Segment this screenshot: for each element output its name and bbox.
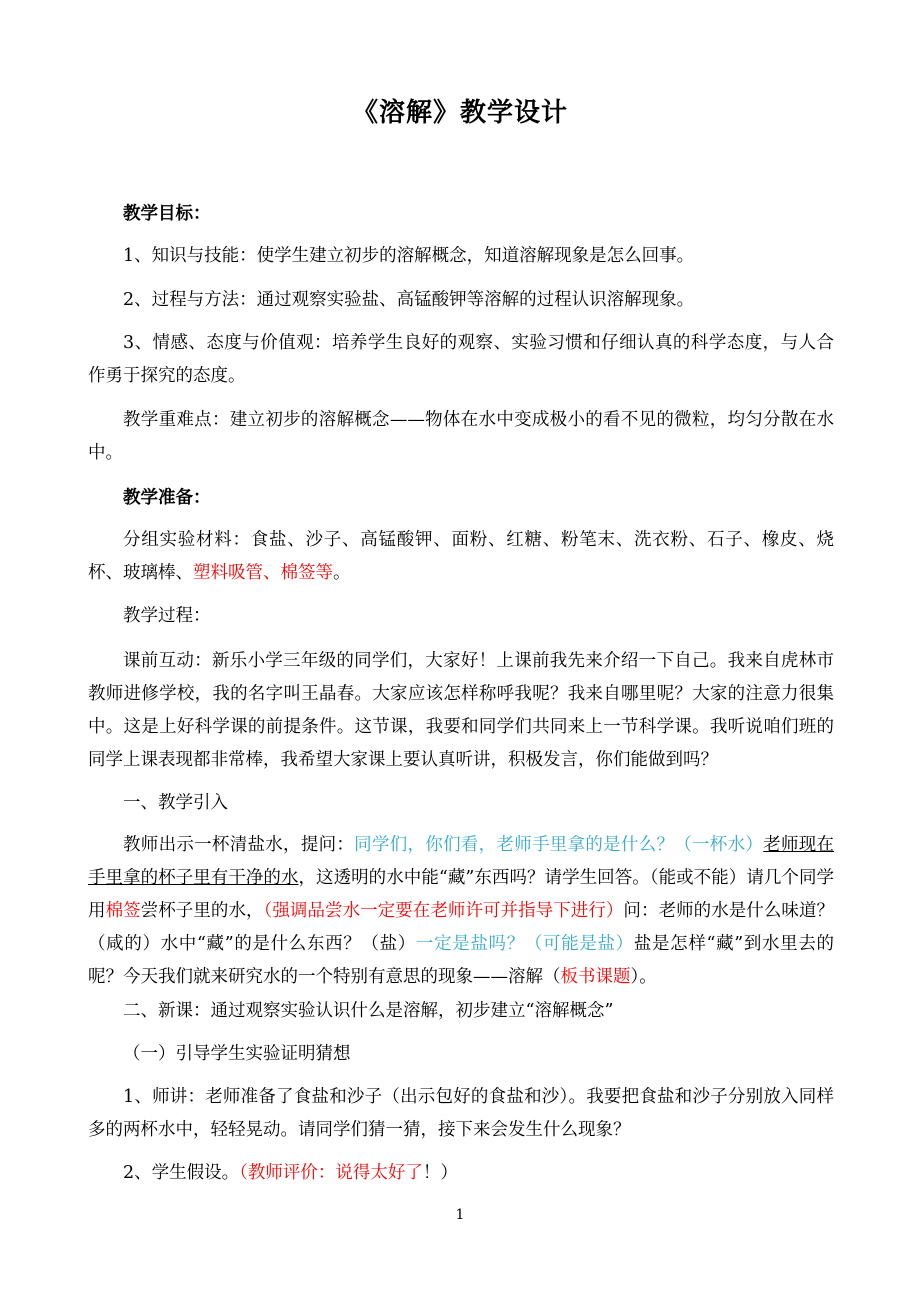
pre-class-paragraph: 课前互动：新乐小学三年级的同学们，大家好！上课前我先来介绍一下自己。我来自虎林市教师进修学校，我的名字叫王晶春。大家应该怎样称呼我呢？我来自哪里呢？大家的注意力很集中。这是上好科学课的前提条件。这节课，我要和同学们共同来上一节科学课。我听说咱们班的同学上课表现都非常棒，我希望大家课上要认真听讲，积极发言，你们能做到吗？ — [88, 651, 834, 770]
goal-item-1: 1、知识与技能：使学生建立初步的溶解概念，知道溶解现象是怎么回事。 — [123, 246, 695, 266]
prep-materials-end: 。 — [333, 563, 351, 583]
s1-seg11: 板书课题 — [560, 967, 631, 987]
prep-materials-red: 塑料吸管、棉签等 — [193, 563, 333, 583]
process-heading: 教学过程： — [123, 606, 211, 626]
step-2-text: 2、学生假设。 — [123, 1163, 240, 1183]
step-2-red: （教师评价：说得太好了 — [239, 1163, 423, 1183]
section2-sub1: （一）引导学生实验证明猜想 — [123, 1044, 351, 1064]
document-title: 《溶解》教学设计 — [351, 98, 568, 128]
prep-materials-text: 分组实验材料：食盐、沙子、高锰酸钾、面粉、红糖、粉笔末、洗衣粉、石子、橡皮、烧杯、玻璃棒、 — [88, 530, 834, 583]
prep-heading: 教学准备： — [123, 488, 211, 508]
prep-materials — [88, 524, 834, 590]
step-1: 1、师讲：老师准备了食盐和沙子（出示包好的食盐和沙）。我要把食盐和沙子分别放入同样多的两杯水中，轻轻晃动。请同学们猜一猜，接下来会发生什么现象？ — [88, 1087, 834, 1140]
section2-heading: 二、新课：通过观察实验认识什么是溶解，初步建立“溶解概念” — [123, 1001, 614, 1021]
section1-heading: 一、教学引入 — [123, 793, 228, 813]
goal-item-2: 2、过程与方法：通过观察实验盐、高锰酸钾等溶解的过程认识溶解现象。 — [123, 290, 695, 310]
s1-seg2: 同学们，你们看，老师手里拿的是什么？（一杯水） — [354, 835, 764, 855]
step-2-end: ！） — [422, 1163, 458, 1183]
s1-seg5: 棉签 — [105, 901, 141, 921]
section1-paragraph — [88, 829, 834, 994]
key-point: 教学重难点：建立初步的溶解概念——物体在水中变成极小的看不见的微粒，均匀分散在水中。 — [88, 410, 834, 463]
s1-seg6: 尝杯子里的水， — [140, 901, 264, 921]
goals-heading: 教学目标： — [123, 204, 211, 224]
page-number: 1 — [455, 1207, 465, 1223]
goal-item-3: 3、情感、态度与价值观：培养学生良好的观察、实验习惯和仔细认真的科学态度，与人合作勇于探究的态度。 — [88, 333, 834, 386]
s1-seg1: 教师出示一杯清盐水，提问： — [123, 835, 355, 855]
s1-seg9: 一定是盐吗？（可能是盐） — [415, 934, 634, 954]
s1-seg4: ，这透明的水中能“藏”东西吗？请学生回答。（能或不能）请几个同学用 — [88, 868, 834, 921]
s1-seg10: 盐是怎样“藏”到水里去的呢？今天我们就来研究水的一个特别有意思的现象——溶解（ — [88, 934, 834, 987]
s1-seg7: （强调品尝水一定要在老师许可并指导下进行） — [263, 901, 624, 921]
step-2 — [88, 1157, 834, 1190]
s1-seg12: ）。 — [630, 967, 657, 987]
s1-seg8: 问：老师的水是什么味道？（咸的）水中“藏”的是什么东西？（盐） — [88, 901, 835, 954]
s1-seg3: 老师现在手里拿的杯子里有干净的水 — [88, 835, 835, 888]
